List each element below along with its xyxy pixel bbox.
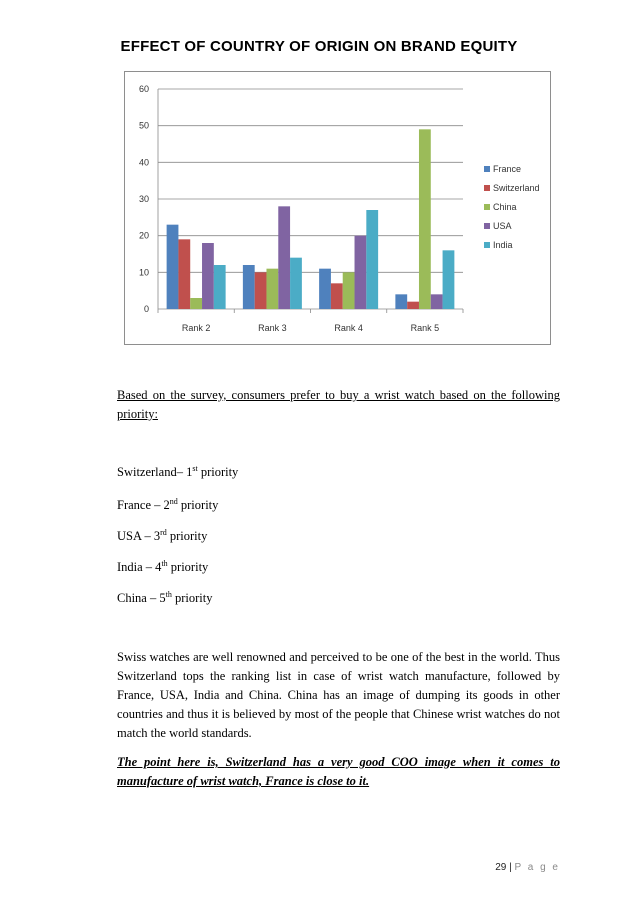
legend-label-china: China [493,202,517,212]
y-tick-label: 20 [138,230,149,241]
footer-separator: | [506,862,515,873]
bar-switzerland-rank-2 [178,239,190,309]
bar-usa-rank-5 [431,294,443,309]
x-tick-label: Rank 5 [410,323,440,333]
bar-switzerland-rank-4 [331,283,343,309]
y-tick-label: 50 [138,120,149,131]
page-footer [495,862,560,873]
page-heading: EFFECT OF COUNTRY OF ORIGIN ON BRAND EQUITY [120,38,518,55]
legend-label-switzerland: Switzerland [493,183,540,193]
x-tick-label: Rank 4 [334,323,363,333]
bar-chart [124,71,551,345]
legend-label-france: France [493,164,522,174]
bar-india-rank-5 [443,250,455,309]
legend-swatch-china [484,204,490,210]
legend-swatch-india [484,242,490,248]
bar-china-rank-5 [419,129,431,309]
bar-france-rank-5 [395,294,407,309]
y-tick-label: 30 [138,194,149,204]
bar-france-rank-4 [319,269,331,309]
legend-swatch-france [484,166,490,172]
legend-swatch-usa [484,223,490,229]
conclusion-paragraph: The point here is, Switzerland has a very good COO image when it comes to manufacture of wrist watch, France is close to it. [117,755,560,788]
x-tick-label: Rank 3 [258,323,287,333]
bar-china-rank-2 [190,298,202,309]
chart-svg [125,72,550,344]
bar-switzerland-rank-5 [407,302,419,309]
legend-label-india: India [493,240,513,250]
priority-item-4: India – 4th priority [117,559,209,574]
bar-usa-rank-3 [278,206,290,309]
x-tick-label: Rank 2 [181,323,211,333]
page-label: P a g e [514,862,560,873]
y-tick-label: 10 [138,267,149,278]
bar-india-rank-3 [290,258,302,309]
intro-paragraph: Based on the survey, consumers prefer to buy a wrist watch based on the following priority: [117,388,560,421]
bar-india-rank-4 [366,210,378,309]
legend-label-usa: USA [493,221,512,231]
bar-india-rank-2 [214,265,226,309]
page-number: 29 [495,862,507,873]
bar-usa-rank-4 [355,236,367,309]
priority-item-1: Switzerland– 1st priority [117,464,239,479]
priority-item-2: France – 2nd priority [117,497,219,512]
legend-swatch-switzerland [484,185,490,191]
bar-china-rank-3 [266,269,278,309]
y-tick-label: 60 [138,84,149,94]
y-tick-label: 0 [143,304,149,314]
bar-usa-rank-2 [202,243,214,309]
priority-item-3: USA – 3rd priority [117,528,208,543]
bar-france-rank-3 [243,265,255,309]
bar-china-rank-4 [343,272,355,309]
y-tick-label: 40 [138,157,149,168]
bar-france-rank-2 [167,225,179,309]
priority-item-5: China – 5th priority [117,590,213,605]
bar-switzerland-rank-3 [255,272,267,309]
body-paragraph: Swiss watches are well renowned and perceived to be one of the best in the world. Thus Switzerland tops the ranking list in case of wrist watch manufacture, followed by France, USA, India and China. China has an image of dumping its goods in other countries and thus it is believed by most of the people that Chinese wrist watches do not match the world standards. [117,650,560,740]
